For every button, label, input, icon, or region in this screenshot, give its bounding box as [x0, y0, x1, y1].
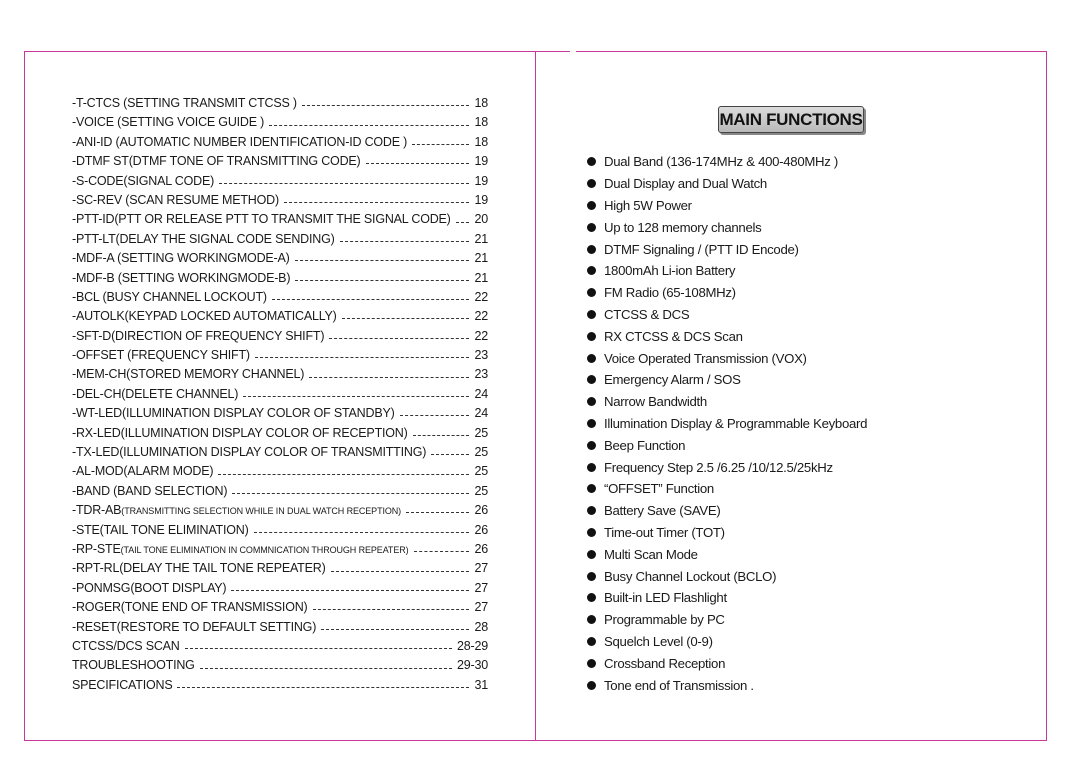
toc-entry	[72, 96, 488, 115]
bullet-icon	[587, 201, 596, 210]
toc-entry-title	[72, 620, 316, 634]
toc-entry-title-text: SPECIFICATIONS	[72, 677, 173, 692]
toc-page-number: 19	[474, 173, 488, 188]
main-functions-list	[587, 151, 867, 696]
toc-dot-leader	[232, 493, 469, 494]
toc-dot-leader	[342, 318, 470, 319]
toc-dot-leader	[313, 609, 470, 610]
toc-entry-title	[72, 406, 395, 420]
toc-entry-title	[72, 309, 337, 323]
main-function-item	[587, 522, 867, 544]
toc-entry	[72, 464, 488, 483]
toc-entry-title-text: -S-CODE(SIGNAL CODE)	[72, 173, 215, 188]
toc-entry-title	[72, 115, 264, 129]
main-function-item	[587, 434, 867, 456]
main-function-label: Beep Function	[604, 437, 686, 453]
toc-entry-title	[72, 523, 249, 537]
toc-entry-title-text: -RX-LED(ILLUMINATION DISPLAY COLOR OF RECEPTION)	[72, 425, 408, 440]
toc-dot-leader	[309, 377, 469, 378]
toc-entry-title-text: CTCSS/DCS SCAN	[72, 638, 180, 653]
toc-entry-title-text: -PTT-ID(PTT OR RELEASE PTT TO TRANSMIT THE SIGNAL CODE)	[72, 212, 451, 227]
bullet-icon	[587, 397, 596, 406]
toc-entry-title	[72, 600, 308, 614]
toc-entry-title-text: -BCL (BUSY CHANNEL LOCKOUT)	[72, 289, 267, 304]
toc-entry-title-text: -MEM-CH(STORED MEMORY CHANNEL)	[72, 367, 305, 382]
toc-entry-title-text: -TDR-AB	[72, 503, 122, 518]
toc-entry-title	[72, 639, 180, 653]
main-function-label: Illumination Display & Programmable Keyboard	[604, 415, 868, 431]
toc-entry-title-text: -DTMF ST(DTMF TONE OF TRANSMITTING CODE)	[72, 154, 361, 169]
main-function-label: Multi Scan Mode	[604, 546, 698, 562]
bullet-icon	[587, 179, 596, 188]
toc-page-number: 22	[474, 289, 488, 304]
toc-entry	[72, 523, 488, 542]
toc-entry	[72, 115, 488, 134]
toc-page-number: 19	[474, 192, 488, 207]
toc-page-number: 22	[474, 309, 488, 324]
toc-entry	[72, 251, 488, 270]
toc-page-number: 25	[474, 464, 488, 479]
main-function-item	[587, 500, 867, 522]
bullet-icon	[587, 157, 596, 166]
toc-entry	[72, 426, 488, 445]
toc-entry-title	[72, 232, 335, 246]
main-function-item	[587, 478, 867, 500]
toc-entry	[72, 581, 488, 600]
main-function-label: Time-out Timer (TOT)	[604, 524, 725, 540]
toc-entry-title	[72, 445, 426, 459]
toc-page-number: 21	[474, 270, 488, 285]
toc-page-number: 27	[474, 600, 488, 615]
toc-page-number: 21	[474, 231, 488, 246]
bullet-icon	[587, 266, 596, 275]
toc-entry	[72, 387, 488, 406]
toc-entry-title-text: -RPT-RL(DELAY THE TAIL TONE REPEATER)	[72, 561, 326, 576]
toc-entry-title-text: -VOICE (SETTING VOICE GUIDE )	[72, 115, 265, 130]
bullet-icon	[587, 354, 596, 363]
toc-entry-title-text: -WT-LED(ILLUMINATION DISPLAY COLOR OF STANDBY)	[72, 406, 395, 421]
toc-entry	[72, 154, 488, 173]
main-function-label: Busy Channel Lockout (BCLO)	[604, 568, 777, 584]
toc-entry-title	[72, 658, 195, 672]
toc-entry	[72, 445, 488, 464]
toc-entry	[72, 503, 488, 522]
toc-entry-title	[72, 387, 238, 401]
bullet-icon	[587, 528, 596, 537]
bullet-icon	[587, 332, 596, 341]
main-function-item	[587, 543, 867, 565]
bullet-icon	[587, 484, 596, 493]
bullet-icon	[587, 419, 596, 428]
toc-entry	[72, 600, 488, 619]
toc-page-number: 27	[474, 580, 488, 595]
toc-entry-title-text: -STE(TAIL TONE ELIMINATION)	[72, 522, 249, 537]
toc-entry-title-text: -ANI-ID (AUTOMATIC NUMBER IDENTIFICATION-ID CODE )	[72, 134, 408, 149]
toc-dot-leader	[269, 125, 469, 126]
toc-entry	[72, 212, 488, 231]
bullet-icon	[587, 572, 596, 581]
toc-entry	[72, 329, 488, 348]
toc-page-number: 25	[474, 445, 488, 460]
toc-entry-title	[72, 193, 279, 207]
toc-entry-title	[72, 367, 304, 381]
toc-dot-leader	[456, 222, 470, 223]
toc-entry-title	[72, 154, 361, 168]
toc-entry	[72, 639, 488, 658]
main-function-label: Narrow Bandwidth	[604, 394, 707, 410]
main-function-label: Dual Band (136-174MHz & 400-480MHz )	[604, 154, 839, 170]
toc-dot-leader	[219, 183, 469, 184]
main-function-label: RX CTCSS & DCS Scan	[604, 328, 743, 344]
toc-entry-title	[72, 271, 290, 285]
toc-dot-leader	[321, 629, 469, 630]
toc-entry	[72, 135, 488, 154]
toc-dot-leader	[295, 280, 469, 281]
toc-entry-title-text: -RESET(RESTORE TO DEFAULT SETTING)	[72, 619, 317, 634]
toc-dot-leader	[177, 687, 469, 688]
toc-entry	[72, 406, 488, 425]
toc-entry-subtitle: (TRANSMITTING SELECTION WHILE IN DUAL WATCH RECEPTION)	[121, 506, 402, 517]
main-function-label: “OFFSET” Function	[604, 481, 714, 497]
toc-page-number: 19	[474, 154, 488, 169]
toc-entry-title	[72, 135, 407, 149]
main-function-label: FM Radio (65-108MHz)	[604, 285, 736, 301]
main-function-item	[587, 282, 867, 304]
toc-entry-title-text: -SC-REV (SCAN RESUME METHOD)	[72, 192, 279, 207]
main-function-item	[587, 565, 867, 587]
main-function-label: Voice Operated Transmission (VOX)	[604, 350, 807, 366]
bullet-icon	[587, 245, 596, 254]
toc-entry-title-text: -SFT-D(DIRECTION OF FREQUENCY SHIFT)	[72, 328, 325, 343]
main-function-label: Squelch Level (0-9)	[604, 633, 713, 649]
toc-entry-title	[72, 96, 297, 110]
main-function-item	[587, 631, 867, 653]
main-function-label: Programmable by PC	[604, 612, 725, 628]
toc-entry	[72, 367, 488, 386]
main-function-label: High 5W Power	[604, 197, 692, 213]
bullet-icon	[587, 288, 596, 297]
toc-entry	[72, 232, 488, 251]
toc-entry-title-text: -RP-STE	[72, 541, 121, 556]
main-function-label: DTMF Signaling / (PTT ID Encode)	[604, 241, 799, 257]
toc-entry	[72, 561, 488, 580]
toc-dot-leader	[231, 590, 469, 591]
toc-entry-title	[72, 542, 409, 556]
toc-page-number: 27	[474, 561, 488, 576]
toc-page-number: 24	[474, 406, 488, 421]
bullet-icon	[587, 659, 596, 668]
toc-page-number: 21	[474, 251, 488, 266]
toc-entry-title	[72, 581, 226, 595]
toc-dot-leader	[200, 668, 452, 669]
toc-page-number: 18	[474, 134, 488, 149]
toc-dot-leader	[243, 396, 469, 397]
toc-page-number: 25	[474, 483, 488, 498]
toc-entry-title-text: -OFFSET (FREQUENCY SHIFT)	[72, 348, 250, 363]
main-function-item	[587, 325, 867, 347]
toc-entry-title	[72, 503, 401, 517]
toc-entry-title-text: -T-CTCS (SETTING TRANSMIT CTCSS )	[72, 96, 297, 110]
main-function-item	[587, 195, 867, 217]
toc-dot-leader	[254, 532, 470, 533]
main-function-item	[587, 652, 867, 674]
toc-entry-title	[72, 174, 214, 188]
toc-entry-title-text: -MDF-A (SETTING WORKINGMODE-A)	[72, 251, 290, 266]
toc-dot-leader	[329, 338, 469, 339]
bullet-icon	[587, 310, 596, 319]
toc-entry-title-text: -TX-LED(ILLUMINATION DISPLAY COLOR OF TRANSMITTING)	[72, 445, 427, 460]
toc-entry-title-text: TROUBLESHOOTING	[72, 658, 195, 673]
toc-dot-leader	[255, 357, 470, 358]
toc-page-number: 28	[474, 619, 488, 634]
toc-page-number: 24	[474, 386, 488, 401]
main-functions-title: MAIN FUNCTIONS	[718, 106, 864, 133]
table-of-contents	[72, 96, 488, 697]
toc-entry-title-text: -DEL-CH(DELETE CHANNEL)	[72, 386, 239, 401]
main-function-label: Tone end of Transmission .	[604, 677, 754, 693]
main-function-label: Crossband Reception	[604, 655, 726, 671]
toc-entry-title	[72, 464, 213, 478]
toc-entry-title	[72, 561, 326, 575]
bullet-icon	[587, 550, 596, 559]
main-function-item	[587, 304, 867, 326]
toc-dot-leader	[284, 202, 470, 203]
bullet-icon	[587, 463, 596, 472]
toc-entry-title	[72, 329, 324, 343]
main-function-label: 1800mAh Li-ion Battery	[604, 263, 736, 279]
toc-dot-leader	[412, 144, 469, 145]
main-function-label: Frequency Step 2.5 /6.25 /10/12.5/25kHz	[604, 459, 833, 475]
toc-page-number: 23	[474, 367, 488, 382]
toc-dot-leader	[431, 454, 469, 455]
bullet-icon	[587, 615, 596, 624]
toc-page-number: 28-29	[457, 638, 488, 653]
main-function-item	[587, 609, 867, 631]
toc-entry-title	[72, 290, 267, 304]
toc-page-number: 29-30	[457, 658, 488, 673]
main-function-item	[587, 216, 867, 238]
toc-dot-leader	[400, 415, 470, 416]
toc-dot-leader	[366, 163, 470, 164]
toc-entry	[72, 678, 488, 697]
toc-entry-subtitle: (TAIL TONE ELIMINATION IN COMMNICATION THROUGH REPEATER)	[120, 544, 409, 555]
toc-page-number: 20	[474, 212, 488, 227]
toc-dot-leader	[185, 648, 452, 649]
toc-entry-title-text: -BAND (BAND SELECTION)	[72, 483, 228, 498]
main-function-label: Battery Save (SAVE)	[604, 503, 721, 519]
main-function-item	[587, 391, 867, 413]
main-function-item	[587, 151, 867, 173]
toc-entry	[72, 542, 488, 561]
page-divider	[535, 51, 536, 741]
toc-entry-title	[72, 212, 451, 226]
toc-dot-leader	[414, 551, 470, 552]
toc-entry-title	[72, 426, 408, 440]
bullet-icon	[587, 593, 596, 602]
toc-dot-leader	[272, 299, 470, 300]
toc-dot-leader	[295, 260, 470, 261]
toc-entry-title	[72, 251, 290, 265]
toc-entry-title-text: -ROGER(TONE END OF TRANSMISSION)	[72, 600, 308, 615]
main-function-label: CTCSS & DCS	[604, 306, 690, 322]
main-function-item	[587, 413, 867, 435]
main-function-item	[587, 347, 867, 369]
main-function-item	[587, 587, 867, 609]
toc-page-number: 25	[474, 425, 488, 440]
toc-page-number: 26	[474, 541, 488, 556]
main-function-item	[587, 456, 867, 478]
toc-entry	[72, 290, 488, 309]
toc-entry	[72, 620, 488, 639]
main-function-label: Dual Display and Dual Watch	[604, 176, 767, 192]
toc-dot-leader	[331, 571, 470, 572]
bullet-icon	[587, 506, 596, 515]
toc-entry-title-text: -AUTOLK(KEYPAD LOCKED AUTOMATICALLY)	[72, 309, 337, 324]
toc-entry	[72, 193, 488, 212]
toc-page-number: 18	[474, 115, 488, 130]
toc-page-number: 26	[474, 522, 488, 537]
toc-entry-title	[72, 484, 227, 498]
main-function-label: Up to 128 memory channels	[604, 219, 762, 235]
toc-dot-leader	[218, 474, 469, 475]
main-function-item	[587, 260, 867, 282]
toc-entry-title	[72, 678, 172, 692]
toc-entry-title-text: -MDF-B (SETTING WORKINGMODE-B)	[72, 270, 291, 285]
toc-page-number: 18	[474, 96, 488, 110]
main-function-label: Built-in LED Flashlight	[604, 590, 727, 606]
toc-entry	[72, 174, 488, 193]
toc-dot-leader	[413, 435, 470, 436]
toc-page-number: 26	[474, 503, 488, 518]
bullet-icon	[587, 223, 596, 232]
toc-dot-leader	[406, 512, 469, 513]
toc-entry	[72, 309, 488, 328]
bullet-icon	[587, 637, 596, 646]
toc-page-number: 22	[474, 328, 488, 343]
gutter-mark	[570, 50, 576, 53]
toc-dot-leader	[340, 241, 470, 242]
bullet-icon	[587, 681, 596, 690]
main-function-label: Emergency Alarm / SOS	[604, 372, 741, 388]
toc-entry	[72, 348, 488, 367]
toc-page-number: 31	[474, 677, 488, 692]
toc-entry	[72, 484, 488, 503]
main-function-item	[587, 238, 867, 260]
toc-entry-title	[72, 348, 250, 362]
toc-entry	[72, 271, 488, 290]
main-function-item	[587, 674, 867, 696]
toc-entry-title-text: -AL-MOD(ALARM MODE)	[72, 464, 214, 479]
toc-page-number: 23	[474, 348, 488, 363]
toc-dot-leader	[302, 105, 470, 106]
toc-entry-title-text: -PTT-LT(DELAY THE SIGNAL CODE SENDING)	[72, 231, 335, 246]
toc-entry	[72, 658, 488, 677]
main-function-item	[587, 369, 867, 391]
bullet-icon	[587, 375, 596, 384]
main-function-item	[587, 173, 867, 195]
bullet-icon	[587, 441, 596, 450]
toc-entry-title-text: -PONMSG(BOOT DISPLAY)	[72, 580, 227, 595]
